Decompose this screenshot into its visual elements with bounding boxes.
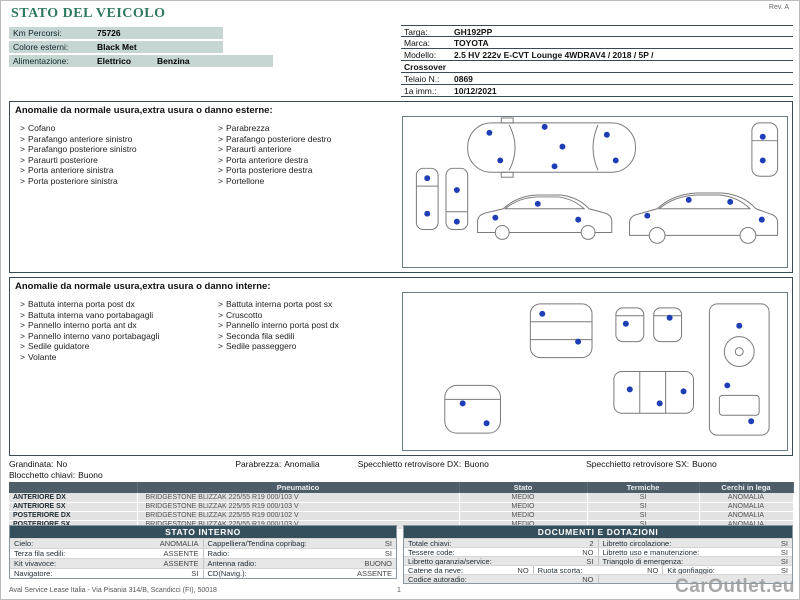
damage-item-label: Parafango posteriore sinistro <box>27 144 137 154</box>
table-row <box>10 548 396 558</box>
summary-label: Specchietto retrovisore DX: <box>357 459 462 469</box>
bullet: > <box>218 144 223 154</box>
exterior-anomalies-section <box>9 101 793 273</box>
table-cell <box>10 549 204 558</box>
summary-value: Buono <box>692 459 717 469</box>
bullet: > <box>20 154 25 165</box>
interior-damage-lists <box>20 299 394 362</box>
bullet: > <box>20 351 25 362</box>
cell-value: SI <box>780 566 789 574</box>
table-cell <box>204 549 397 558</box>
damage-item-label: Parabrezza <box>225 123 270 133</box>
tire-thermal: SI <box>587 511 699 520</box>
tire-spec: BRIDGESTONE BLIZZAK 225/55 R19 000/103 V <box>137 502 459 511</box>
table-cell <box>404 539 599 547</box>
tire-rim: ANOMALIA <box>699 511 793 520</box>
damage-item <box>20 165 196 176</box>
vehicle-summary-right <box>401 25 793 97</box>
damage-item-label: Pannello interno porta ant dx <box>27 320 137 330</box>
table-cell <box>599 539 793 547</box>
damage-item-label: Battuta interna vano portabagagli <box>27 309 154 320</box>
bullet: > <box>218 154 223 165</box>
damage-item <box>218 320 394 331</box>
damage-item <box>20 331 196 342</box>
bullet: > <box>20 144 25 154</box>
damage-item-label: Porta posteriore destra <box>225 165 313 175</box>
cell-value: SI <box>780 539 788 547</box>
tire-rim: ANOMALIA <box>699 493 793 502</box>
damage-item <box>20 144 196 155</box>
footer-company-address: Aval Service Lease Italia - Via Pisania 314/B, Scandicci (FI), 50018 <box>9 587 217 594</box>
table-row <box>404 538 792 547</box>
damage-item <box>218 176 394 187</box>
table-cell <box>404 557 599 565</box>
stato-interno-table <box>9 525 397 579</box>
damage-item <box>218 155 394 166</box>
table-cell <box>204 569 397 578</box>
damage-item-label: Cruscotto <box>225 309 263 320</box>
field-label: 1a imm.: <box>404 86 437 96</box>
damage-item <box>218 299 394 310</box>
field-modello-continued <box>401 61 793 73</box>
trunk-view <box>445 385 501 433</box>
table-cell <box>10 569 204 578</box>
summary-parabrezza <box>235 459 355 469</box>
field-label: Alimentazione: <box>13 56 69 66</box>
table-cell <box>204 559 397 568</box>
table-cell <box>534 566 664 574</box>
field-value: Black Met <box>97 42 137 52</box>
damage-item-label: Parafango posteriore destro <box>225 133 332 144</box>
damage-item <box>20 176 196 187</box>
field-label: Marca: <box>404 38 430 48</box>
bullet: > <box>218 165 223 175</box>
damage-item-label: Parafango anteriore sinistro <box>27 133 133 144</box>
tire-position: ANTERIORE DX <box>9 493 137 502</box>
car-rear-view <box>752 123 778 176</box>
tire-state: MEDIO <box>459 493 587 502</box>
bullet: > <box>20 309 25 320</box>
field-marca <box>401 37 793 49</box>
bullet: > <box>20 320 25 330</box>
field-label: Telaio N.: <box>404 74 440 84</box>
cell-value: NO <box>517 566 529 574</box>
damage-item-label: Pannello interno vano portabagagli <box>27 330 160 341</box>
bullet: > <box>218 309 223 320</box>
tires-table <box>9 482 794 530</box>
damage-item <box>218 331 394 342</box>
stato-interno-header: STATO INTERNO <box>10 526 396 538</box>
documenti-header: DOCUMENTI E DOTAZIONI <box>404 526 792 538</box>
cell-label: Totale chiavi: <box>408 539 452 547</box>
tire-row <box>9 502 793 511</box>
damage-item <box>20 299 196 310</box>
cell-label: Navigatore: <box>14 569 53 578</box>
field-value: 75726 <box>97 28 121 38</box>
interior-diagram-svg <box>403 293 787 450</box>
exterior-diagram-svg <box>403 117 787 267</box>
cell-value: SI <box>780 548 788 556</box>
interior-list-column-2 <box>218 299 394 362</box>
summary-label: Grandinata: <box>9 459 54 469</box>
exterior-list-column-2 <box>218 123 394 186</box>
bullet: > <box>20 299 25 309</box>
bullet: > <box>218 299 223 309</box>
tire-thermal: SI <box>587 502 699 511</box>
cell-label: Triangolo di emergenza: <box>602 557 684 565</box>
summary-value: Buono <box>78 470 103 480</box>
summary-label: Blocchetto chiavi: <box>9 470 76 480</box>
revision-label: Rev. A <box>768 4 789 11</box>
tires-header-cerchi: Cerchi in lega <box>699 482 793 493</box>
bullet: > <box>218 330 223 341</box>
cell-label: Antenna radio: <box>207 559 257 568</box>
damage-item-label: Cofano <box>27 123 56 133</box>
interior-list-column-1 <box>20 299 196 362</box>
cell-value: NO <box>582 548 594 556</box>
summary-value: Buono <box>464 459 489 469</box>
car-side-view-right <box>630 193 778 243</box>
exterior-section-title: Anomalie da normale usura,extra usura o danno esterne: <box>15 105 273 116</box>
damage-item <box>218 144 394 155</box>
cell-label: Cielo: <box>14 539 34 548</box>
damage-item <box>218 341 394 352</box>
table-cell <box>404 575 599 583</box>
bullet: > <box>20 123 25 133</box>
summary-specchietto-sx <box>586 459 717 469</box>
summary-value: Anomalia <box>284 459 320 469</box>
cell-label: Tessere code: <box>408 548 455 556</box>
cell-label: Ruota scorta: <box>537 566 583 574</box>
cell-value: ASSENTE <box>356 569 392 578</box>
summary-specchietto-dx <box>358 459 584 469</box>
damage-item <box>20 134 196 145</box>
field-targa <box>401 25 793 37</box>
cell-label: Cappelliera/Tendina copribag: <box>207 539 307 548</box>
tires-header-termiche: Termiche <box>587 482 699 493</box>
cell-label: Libretto uso e manutenzione: <box>602 548 700 556</box>
damage-item <box>218 123 394 134</box>
cell-value: SI <box>191 569 199 578</box>
damage-item-label: Sedile passeggero <box>225 341 297 351</box>
damage-item-label: Portellone <box>225 175 265 186</box>
cell-value: 2 <box>589 539 594 547</box>
cell-label: Kit vivavoce: <box>14 559 57 568</box>
table-cell <box>404 566 534 574</box>
table-cell <box>404 548 599 556</box>
field-modello <box>401 49 793 61</box>
table-row <box>404 556 792 565</box>
field-value: Crossover <box>404 62 447 72</box>
tire-position: POSTERIORE DX <box>9 511 137 520</box>
exterior-damage-dots <box>424 124 765 225</box>
damage-item-label: Porta anteriore sinistra <box>27 165 114 175</box>
tire-spec: BRIDGESTONE BLIZZAK 225/55 R19 000/103 V <box>137 493 459 502</box>
field-value: 2.5 HV 222v E-CVT Lounge 4WDRAV4 / 2018 / 5P / <box>454 50 654 60</box>
cell-value: ANOMALIA <box>159 539 199 548</box>
bullet: > <box>218 320 223 330</box>
bullet: > <box>20 330 25 341</box>
damage-item <box>20 341 196 352</box>
cell-label: Libretto garanzia/service: <box>408 557 492 565</box>
damage-item-label: Sedile guidatore <box>27 341 90 351</box>
cell-label: Kit gonfiaggio: <box>667 566 715 574</box>
damage-item-label: Paraurti anteriore <box>225 144 292 154</box>
interior-section-title: Anomalie da normale usura,extra usura o danno interne: <box>15 281 271 292</box>
summary-value: No <box>56 459 68 469</box>
field-value: Elettrico <box>97 56 132 66</box>
tire-spec: BRIDGESTONE BLIZZAK 225/55 R19 000/102 V <box>137 511 459 520</box>
field-alimentazione <box>9 55 273 67</box>
summary-label: Specchietto retrovisore SX: <box>586 459 690 469</box>
bullet: > <box>20 341 25 351</box>
cell-value: ASSENTE <box>163 559 199 568</box>
field-label: Targa: <box>404 27 428 37</box>
damage-item-label: Paraurti posteriore <box>27 154 98 165</box>
damage-item <box>218 310 394 321</box>
exterior-damage-diagram <box>402 116 788 268</box>
interior-anomalies-section <box>9 277 793 456</box>
damage-item-label: Porta anteriore destra <box>225 154 309 165</box>
interior-damage-diagram <box>402 292 788 451</box>
tires-header-pneumatico: Pneumatico <box>137 482 459 493</box>
field-label: Colore esterni: <box>13 42 69 52</box>
page-title: STATO DEL VEICOLO <box>11 6 166 21</box>
tire-thermal: SI <box>587 493 699 502</box>
damage-item <box>20 352 196 363</box>
cell-value: SI <box>780 557 788 565</box>
damage-item <box>20 310 196 321</box>
table-row <box>10 568 396 578</box>
cell-value: BUONO <box>364 559 392 568</box>
summary-line-2 <box>9 470 103 480</box>
interior-damage-dots <box>460 311 754 426</box>
field-value: 0869 <box>454 74 473 84</box>
table-cell <box>10 539 204 548</box>
cell-value: NO <box>582 575 594 583</box>
table-cell <box>599 548 793 556</box>
field-colore-esterni <box>9 41 223 53</box>
field-label: Km Percorsi: <box>13 28 62 38</box>
field-label: Modello: <box>404 50 437 60</box>
cell-label: Catene da neve: <box>408 566 464 574</box>
summary-blocchetto-chiavi <box>9 470 103 480</box>
damage-item-label: Seconda fila sedili <box>225 330 295 341</box>
tire-state: MEDIO <box>459 511 587 520</box>
tire-rim: ANOMALIA <box>699 502 793 511</box>
bullet: > <box>20 175 25 186</box>
damage-item <box>20 155 196 166</box>
cell-value: SI <box>384 549 392 558</box>
vehicle-summary-left <box>9 27 273 69</box>
page-number: 1 <box>397 587 401 594</box>
tire-state: MEDIO <box>459 502 587 511</box>
field-value-secondary: Benzina <box>157 56 190 66</box>
car-top-view <box>468 118 636 177</box>
table-cell <box>204 539 397 548</box>
damage-item-label: Porta posteriore sinistra <box>27 175 118 186</box>
tires-header-stato: Stato <box>459 482 587 493</box>
field-km-percorsi <box>9 27 223 39</box>
damage-item <box>20 320 196 331</box>
cell-value: SI <box>586 557 594 565</box>
cell-value: ASSENTE <box>163 549 199 558</box>
cell-label: CD(Navig.): <box>207 569 247 578</box>
table-cell <box>599 557 793 565</box>
table-row <box>10 558 396 568</box>
bullet: > <box>218 341 223 351</box>
summary-label: Parabrezza: <box>235 459 282 469</box>
cell-label: Radio: <box>207 549 230 558</box>
watermark-caroutlet: CarOutlet.eu <box>674 576 795 597</box>
field-telaio <box>401 73 793 85</box>
damage-item-label: Volante <box>27 351 57 362</box>
tires-header-row <box>9 482 793 493</box>
damage-item <box>20 123 196 134</box>
headliner-view <box>530 304 592 358</box>
damage-item-label: Battuta interna porta post dx <box>27 299 135 309</box>
cell-label: Terza fila sedili: <box>14 549 66 558</box>
field-prima-immatricolazione <box>401 85 793 97</box>
table-cell <box>663 566 792 574</box>
bullet: > <box>218 123 223 133</box>
table-row <box>404 565 792 574</box>
damage-item <box>218 134 394 145</box>
tire-row <box>9 493 793 502</box>
table-row <box>404 547 792 556</box>
summary-line-1 <box>9 459 717 469</box>
damage-item-label: Battuta interna porta post sx <box>225 299 333 309</box>
tires-header-position <box>9 482 137 493</box>
tire-row <box>9 511 793 520</box>
bullet: > <box>20 165 25 175</box>
field-value: TOYOTA <box>454 38 489 48</box>
bullet: > <box>20 133 25 144</box>
cell-value: NO <box>647 566 659 574</box>
cell-label: Codice autoradio: <box>408 575 467 583</box>
bullet: > <box>218 133 223 144</box>
exterior-damage-lists <box>20 123 394 186</box>
tire-position: ANTERIORE SX <box>9 502 137 511</box>
table-cell <box>10 559 204 568</box>
damage-item-label: Pannello interno porta post dx <box>225 320 339 330</box>
field-value: 10/12/2021 <box>454 86 497 96</box>
summary-grandinata <box>9 459 233 469</box>
damage-item <box>218 165 394 176</box>
table-row <box>10 538 396 548</box>
exterior-list-column-1 <box>20 123 196 186</box>
field-value: GH192PP <box>454 27 493 37</box>
bullet: > <box>218 175 223 186</box>
cell-value: SI <box>384 539 392 548</box>
cell-label: Libretto circolazione: <box>602 539 672 547</box>
